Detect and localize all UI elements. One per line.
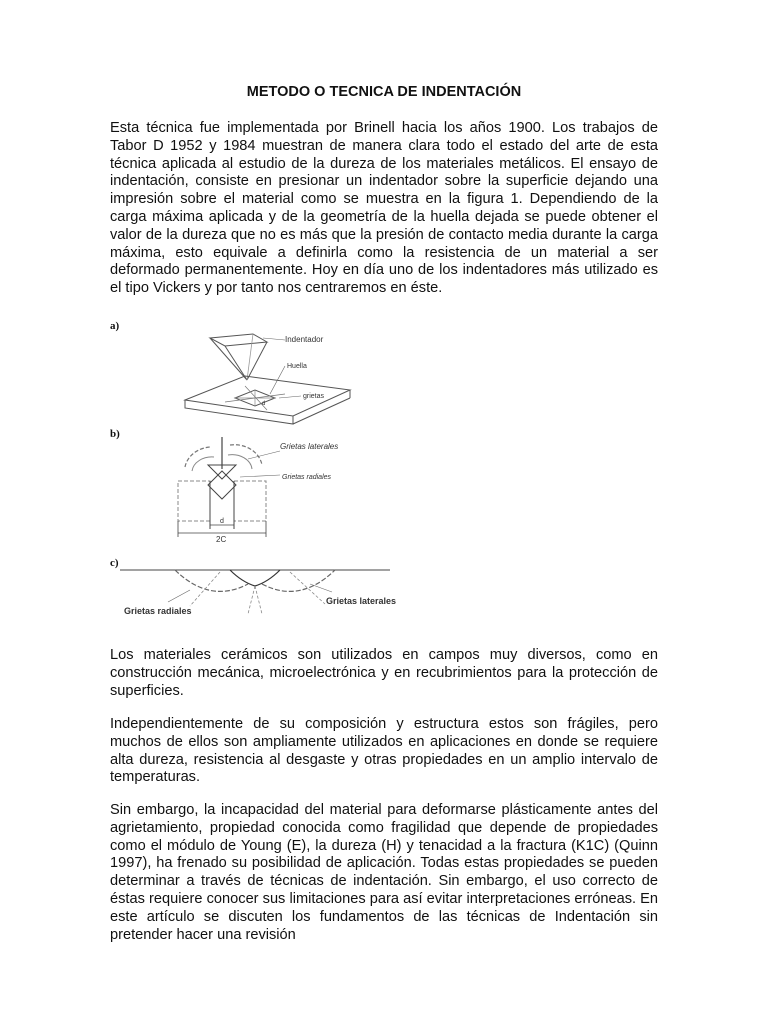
figure-b-diagram xyxy=(170,437,360,542)
figure-b-grietas-radiales-label: Grietas radiales xyxy=(282,474,332,481)
paragraph-ceramics: Los materiales cerámicos son utilizados en campos muy diversos, como en construcción mecánica, microelectrónica y en recubrimientos para la protección de superficies. xyxy=(110,647,658,699)
figure-c-grietas-radiales-label: Grietas radiales xyxy=(124,606,192,616)
figure-c-grietas-laterales-label: Grietas laterales xyxy=(326,596,397,606)
figure-b-label: b) xyxy=(110,428,120,440)
figure-b-grietas-laterales-label xyxy=(280,442,338,451)
figure-a-grietas-label: grietas xyxy=(303,393,325,400)
figure-b-2c-label: 2C xyxy=(216,535,227,544)
figure-a-indentador-label: Indentador xyxy=(285,335,324,344)
figure-c-label: c) xyxy=(110,557,119,569)
figure-c-diagram xyxy=(120,562,397,622)
figure-a-label: a) xyxy=(110,320,120,332)
figure-a-diagram xyxy=(175,328,365,423)
figure-a-d-label: d xyxy=(262,401,266,407)
page-title: METODO O TECNICA DE INDENTACIÓN xyxy=(246,84,522,100)
figure-b-grietas-laterales-text: Grietas laterales xyxy=(280,442,339,451)
paragraph-fragility: Sin embargo, la incapacidad del material para deformarse plásticamente antes del agrietamiento, propiedad conocida como fragilidad que depende de propiedades como el módulo de Young (E), la dureza (H) y tenacidad a la fractura (K1C) (Quinn 1997), ha frenado su posibilidad de aplicación. Todas estas propiedades se pueden determinar a través de técnicas de indentación. Sin embargo, el uso correcto de éstas requiere conocer sus limitaciones para así evitar interpretaciones erróneas. En este artículo se discuten los fundamentos de las técnicas de Indentación sin pretender hacer una revisión xyxy=(110,802,658,943)
paragraph-composition: Independientemente de su composición y estructura estos son frágiles, pero muchos de ellos son ampliamente utilizados en aplicaciones en donde se requiere alta dureza, resistencia al desgaste y otras propiedades en un amplio intervalo de temperaturas. xyxy=(110,716,658,786)
figure-a-huella-label: Huella xyxy=(287,363,307,370)
figure-b-d-label: d xyxy=(220,518,224,525)
paragraph-intro: Esta técnica fue implementada por Brinell hacia los años 1900. Los trabajos de Tabor D 1952 y 1984 muestran de manera clara todo el estado del arte de esta técnica aplicada al estudio de la dureza de los materiales metálicos. El ensayo de indentación, consiste en presionar un indentador sobre la superficie dejando una impresión sobre el material como se muestra en la figura 1. Dependiendo de la carga máxima aplicada y de la geometría de la huella dejada se puede obtener el valor de la dureza que no es más que la presión de contacto media durante la carga máxima, esto equivale a definirla como la resistencia de un material a ser deformado permanentemente. Hoy en día uno de los indentadores más utilizado es el tipo Vickers y por tanto nos centraremos en éste. xyxy=(110,120,658,297)
